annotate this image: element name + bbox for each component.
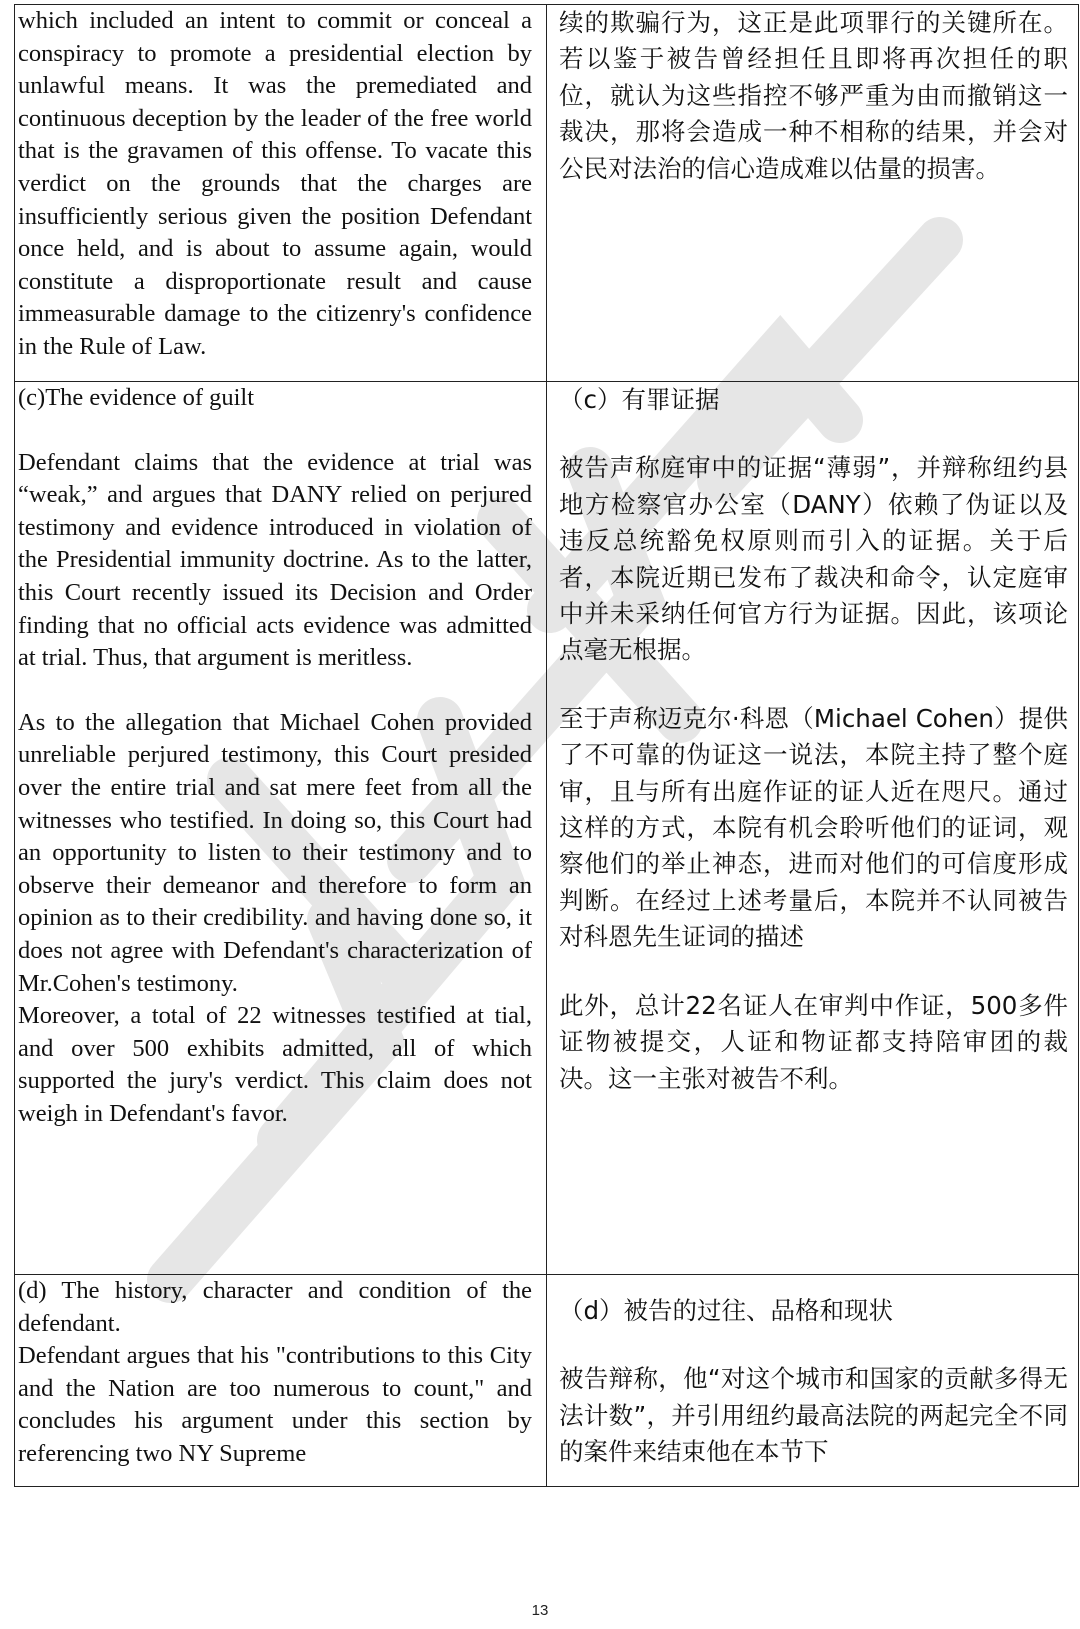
page-number: 13 (531, 1602, 549, 1619)
chinese-cell (547, 1275, 1079, 1487)
chinese-paragraph: 至于声称迈克尔·科恩（Michael Cohen）提供了不可靠的伪证这一说法，本院主持了整个庭审，且与所有出庭作证的证人近在咫尺。通过这样的方式，本院有机会聆听他们的证词，观察他们的举止神态，进而对他们的可信度形成判断。在经过上述考量后，本院并不认同被告对科恩先生证词的描述 (559, 703, 1068, 952)
section-heading-d-zh: （d）被告的过往、品格和现状 (559, 1296, 894, 1325)
english-paragraph: which included an intent to commit or conceal a conspiracy to promote a presidential election by unlawful means. It was the premediated and continuous deception by the leader of the free world that is the gravamen of this offense. To vacate this verdict on the grounds that the charges are insufficiently serious given the position Defendant once held, and is about to assume again, would constitute a disproportionate result and cause immeasurable damage to the citizenry's confidence in the Rule of Law. (18, 7, 532, 360)
chinese-cell (547, 382, 1079, 1275)
english-paragraph: Defendant argues that his "contributions to this City and the Nation are too numerous to count," and concludes his argument under this section by referencing two NY Supreme (18, 1342, 532, 1467)
table-row (15, 5, 1079, 382)
english-cell (15, 1275, 547, 1487)
section-heading-c-zh: （c）有罪证据 (559, 385, 720, 414)
english-paragraph: Defendant claims that the evidence at trial was “weak,” and argues that DANY relied on perjured testimony and evidence introduced in violation of the Presidential immunity doctrine. As to the latter, this Court recently issued its Decision and Order finding that no official acts evidence was admitted at trial. Thus, that argument is meritless. (18, 448, 532, 672)
english-paragraph: As to the allegation that Michael Cohen provided unreliable perjured testimony, this Court presided over the entire trial and sat mere feet from all the witnesses who testified. In doing so, this Court had an opportunity to listen to their testimony and to observe their demeanor and therefore to form an opinion as to their credibility. and having done so, it does not agree with Defendant's characterization of Mr.Cohen's testimony. (18, 708, 532, 997)
chinese-paragraph: 续的欺骗行为，这正是此项罪行的关键所在。若以鉴于被告曾经担任且即将再次担任的职位，就认为这些指控不够严重为由而撤销这一裁决，那将会造成一种不相称的结果，并会对公民对法治的信心造成难以估量的损害。 (559, 8, 1068, 183)
bilingual-table (14, 4, 1079, 1487)
section-heading-d: (d) The history, character and condition of the defendant. (18, 1277, 532, 1337)
english-cell (15, 5, 547, 382)
english-cell (15, 382, 547, 1275)
chinese-paragraph: 被告辩称，他“对这个城市和国家的贡献多得无法计数”，并引用纽约最高法院的两起完全不同的案件来结束他在本节下 (559, 1364, 1068, 1467)
table-row (15, 382, 1079, 1275)
english-paragraph: Moreover, a total of 22 witnesses testified at tial, and over 500 exhibits admitted, all of which supported the jury's verdict. This claim does not weigh in Defendant's favor. (18, 1002, 532, 1127)
chinese-paragraph: 被告声称庭审中的证据“薄弱”，并辩称纽约县地方检察官办公室（DANY）依赖了伪证以及违反总统豁免权原则而引入的证据。关于后者，本院近期已发布了裁决和命令，认定庭审中并未采纳任何官方行为证据。因此，该项论点毫无根据。 (559, 453, 1068, 665)
chinese-cell (547, 5, 1079, 382)
table-row (15, 1275, 1079, 1487)
section-heading-c: (c)The evidence of guilt (18, 384, 255, 411)
chinese-paragraph: 此外，总计22名证人在审判中作证，500多件证物被提交，人证和物证都支持陪审团的裁决。这一主张对被告不利。 (559, 990, 1068, 1093)
